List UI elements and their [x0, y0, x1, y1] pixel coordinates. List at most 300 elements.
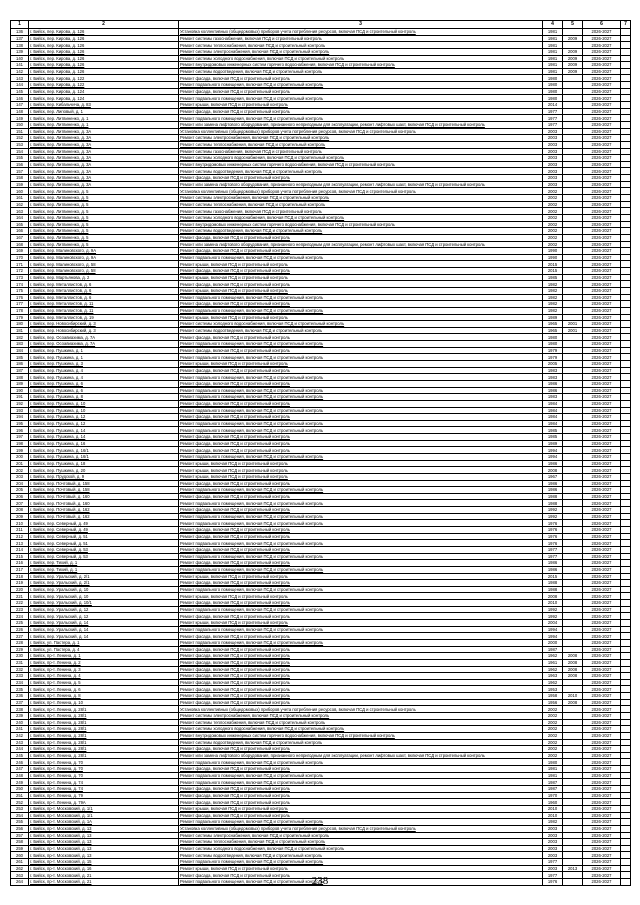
- extra-cell: [621, 188, 631, 195]
- table-row: [11, 719, 631, 726]
- address-cell: [29, 341, 179, 348]
- planned-period-cell: 2026-2027: [583, 440, 621, 447]
- address-cell-text: г. Бийск, пер. Литвиненко, д. 5: [30, 195, 89, 201]
- build-year-cell: 2015: [543, 573, 563, 580]
- work-type-cell-text: Ремонт фасада, включая ПСД и строительный контроль: [180, 440, 290, 446]
- address-cell: [29, 626, 179, 633]
- address-cell: [29, 679, 179, 686]
- work-type-cell-text: Ремонт фасада, включая ПСД и строительный контроль: [180, 633, 290, 639]
- row-number-cell: 255: [11, 819, 29, 826]
- address-cell: [29, 732, 179, 739]
- extra-cell: [621, 507, 631, 514]
- build-year-cell: 1976: [543, 520, 563, 527]
- build-year-cell: 1956: [543, 699, 563, 706]
- last-repair-year-cell: [563, 639, 583, 646]
- row-number-cell: 150: [11, 121, 29, 128]
- work-type-cell: [179, 520, 543, 527]
- table-row: [11, 307, 631, 314]
- extra-cell: [621, 566, 631, 573]
- work-type-cell-text: Ремонт подвального помещения, включая ПСД и строительный контроль: [180, 454, 324, 460]
- build-year-cell: 1981: [543, 48, 563, 55]
- extra-cell: [621, 719, 631, 726]
- work-type-cell: [179, 560, 543, 567]
- work-type-cell: [179, 859, 543, 866]
- table-row: [11, 527, 631, 534]
- extra-cell: [621, 241, 631, 248]
- table-row: [11, 839, 631, 846]
- build-year-cell: 1986: [543, 560, 563, 567]
- planned-period-cell: 2026-2027: [583, 566, 621, 573]
- address-cell-text: г. Бийск, пр-т. Ленина, д. 28/1: [30, 719, 87, 725]
- work-type-cell-text: Ремонт системы водоотведения, включая ПСД и строительный контроль: [180, 852, 323, 858]
- table-row: [11, 447, 631, 454]
- extra-cell: [621, 686, 631, 693]
- work-type-cell: [179, 55, 543, 62]
- build-year-cell: 2000: [543, 639, 563, 646]
- row-number-cell: 147: [11, 102, 29, 109]
- planned-period-cell: 2026-2027: [583, 533, 621, 540]
- row-number-cell: 136: [11, 29, 29, 36]
- work-type-cell-text: Ремонт системы холодного водоснабжения, включая ПСД и строительный контроль: [180, 215, 345, 221]
- last-repair-year-cell: [563, 772, 583, 779]
- planned-period-cell: 2026-2027: [583, 447, 621, 454]
- address-cell-text: г. Бийск, пер. Пушкина, д. 8: [30, 394, 83, 400]
- work-type-cell-text: Ремонт системы теплоснабжения, включая ПСД и строительный контроль: [180, 42, 326, 48]
- table-row: [11, 161, 631, 168]
- row-number-cell: 161: [11, 195, 29, 202]
- work-type-cell-text: Установка коллективных (общедомовых) приборов учета потребления ресурсов, включая ПСД и строительный контроль: [180, 826, 416, 832]
- extra-cell: [621, 434, 631, 441]
- address-cell: [29, 706, 179, 713]
- row-number-cell: 159: [11, 181, 29, 188]
- planned-period-cell: 2026-2027: [583, 546, 621, 553]
- address-cell-text: г. Бийск, пр-т. Ленина, д. 28/1: [30, 733, 87, 739]
- work-type-cell-text: Ремонт подвального помещения, включая ПСД и строительный контроль: [180, 587, 324, 593]
- address-cell-text: г. Бийск, пер. Кирова, д. 126: [30, 42, 85, 48]
- build-year-cell: 2003: [543, 865, 563, 872]
- table-row: [11, 321, 631, 328]
- work-type-cell: [179, 739, 543, 746]
- repair-schedule-table: [10, 20, 631, 886]
- work-type-cell-text: Ремонт фасада, включая ПСД и строительный контроль: [180, 334, 290, 340]
- table-row: [11, 248, 631, 255]
- extra-cell: [621, 208, 631, 215]
- row-number-cell: 184: [11, 347, 29, 354]
- work-type-cell-text: Ремонт крыши, включая ПСД и строительный контроль: [180, 573, 288, 579]
- last-repair-year-cell: [563, 586, 583, 593]
- extra-cell: [621, 659, 631, 666]
- row-number-cell: 191: [11, 394, 29, 401]
- work-type-cell-text: Ремонт фасада, включая ПСД и строительный контроль: [180, 660, 290, 666]
- address-cell: [29, 214, 179, 221]
- row-number-cell: 152: [11, 135, 29, 142]
- planned-period-cell: 2026-2027: [583, 141, 621, 148]
- build-year-cell: 1977: [543, 859, 563, 866]
- work-type-cell: [179, 195, 543, 202]
- table-row: [11, 573, 631, 580]
- work-type-cell: [179, 659, 543, 666]
- work-type-cell-text: Ремонт фасада, включая ПСД и строительный контроль: [180, 812, 290, 818]
- row-number-cell: 160: [11, 188, 29, 195]
- last-repair-year-cell: [563, 447, 583, 454]
- last-repair-year-cell: [563, 407, 583, 414]
- work-type-cell-text: Ремонт системы водоотведения, включая ПСД и строительный контроль: [180, 69, 323, 75]
- last-repair-year-cell: [563, 620, 583, 627]
- row-number-cell: 182: [11, 334, 29, 341]
- extra-cell: [621, 102, 631, 109]
- last-repair-year-cell: [563, 354, 583, 361]
- work-type-cell-text: Ремонт крыши, включая ПСД и строительный контроль: [180, 261, 288, 267]
- work-type-cell-text: Ремонт системы электроснабжения, включая ПСД и строительный контроль: [180, 713, 330, 719]
- address-cell-text: г. Бийск, пер. Почтовый, д. 162: [30, 507, 90, 513]
- work-type-cell: [179, 620, 543, 627]
- extra-cell: [621, 600, 631, 607]
- row-number-cell: 257: [11, 832, 29, 839]
- planned-period-cell: 2026-2027: [583, 354, 621, 361]
- table-row: [11, 752, 631, 759]
- table-row: [11, 659, 631, 666]
- table-row: [11, 593, 631, 600]
- build-year-cell: 1986: [543, 480, 563, 487]
- work-type-cell: [179, 460, 543, 467]
- row-number-cell: 207: [11, 500, 29, 507]
- address-cell: [29, 839, 179, 846]
- table-row: [11, 460, 631, 467]
- last-repair-year-cell: [563, 566, 583, 573]
- row-number-cell: 174: [11, 281, 29, 288]
- work-type-cell: [179, 261, 543, 268]
- extra-cell: [621, 513, 631, 520]
- extra-cell: [621, 334, 631, 341]
- address-cell: [29, 460, 179, 467]
- build-year-cell: 2002: [543, 188, 563, 195]
- work-type-cell-text: Ремонт системы теплоснабжения, включая ПСД и строительный контроль: [180, 142, 326, 148]
- last-repair-year-cell: [563, 434, 583, 441]
- extra-cell: [621, 414, 631, 421]
- work-type-cell: [179, 95, 543, 102]
- build-year-cell: 1981: [543, 62, 563, 69]
- work-type-cell: [179, 161, 543, 168]
- work-type-cell: [179, 633, 543, 640]
- build-year-cell: 1984: [543, 414, 563, 421]
- last-repair-year-cell: [563, 593, 583, 600]
- last-repair-year-cell: [563, 75, 583, 82]
- address-cell-text: г. Бийск, пер. Металлистов, д. 11: [30, 301, 94, 307]
- address-cell: [29, 686, 179, 693]
- address-cell-text: г. Бийск, пер. Пушкина, д. 10: [30, 407, 86, 413]
- table-row: [11, 779, 631, 786]
- address-cell: [29, 121, 179, 128]
- row-number-cell: 151: [11, 128, 29, 135]
- table-row: [11, 786, 631, 793]
- table-row: [11, 68, 631, 75]
- work-type-cell-text: Ремонт или замена лифтового оборудования, признанного непригодным для эксплуатации, ремонт лифтовых шахт, включая ПСД и строительный контроль: [180, 181, 485, 187]
- planned-period-cell: 2026-2027: [583, 759, 621, 766]
- work-type-cell-text: Ремонт системы холодного водоснабжения, включая ПСД и строительный контроль: [180, 321, 345, 327]
- extra-cell: [621, 447, 631, 454]
- table-row: [11, 287, 631, 294]
- work-type-cell: [179, 234, 543, 241]
- last-repair-year-cell: [563, 832, 583, 839]
- row-number-cell: 242: [11, 732, 29, 739]
- planned-period-cell: 2026-2027: [583, 35, 621, 42]
- row-number-cell: 233: [11, 673, 29, 680]
- planned-period-cell: 2026-2027: [583, 879, 621, 886]
- table-row: [11, 208, 631, 215]
- extra-cell: [621, 128, 631, 135]
- extra-cell: [621, 254, 631, 261]
- work-type-cell: [179, 812, 543, 819]
- work-type-cell: [179, 301, 543, 308]
- last-repair-year-cell: [563, 553, 583, 560]
- extra-cell: [621, 460, 631, 467]
- extra-cell: [621, 560, 631, 567]
- table-row: [11, 553, 631, 560]
- planned-period-cell: 2026-2027: [583, 208, 621, 215]
- column-header-7: 7: [621, 21, 631, 29]
- work-type-cell-text: Ремонт фасада, включая ПСД и строительный контроль: [180, 480, 290, 486]
- build-year-cell: 2003: [543, 839, 563, 846]
- extra-cell: [621, 620, 631, 627]
- table-row: [11, 168, 631, 175]
- table-row: [11, 128, 631, 135]
- work-type-cell: [179, 48, 543, 55]
- row-number-cell: 219: [11, 580, 29, 587]
- address-cell-text: г. Бийск, пер. Литвиненко, д. 5: [30, 241, 89, 247]
- planned-period-cell: 2026-2027: [583, 786, 621, 793]
- table-row: [11, 673, 631, 680]
- table-row: [11, 387, 631, 394]
- address-cell-text: г. Бийск, пер. Уральский, д. 12: [30, 606, 89, 612]
- build-year-cell: 1985: [543, 427, 563, 434]
- planned-period-cell: 2026-2027: [583, 659, 621, 666]
- address-cell-text: г. Бийск, пер. Почтовый, д. 162: [30, 513, 90, 519]
- build-year-cell: 2002: [543, 739, 563, 746]
- extra-cell: [621, 181, 631, 188]
- build-year-cell: 1992: [543, 606, 563, 613]
- address-cell: [29, 434, 179, 441]
- address-cell-text: г. Бийск, пр-т. Московский, д. 15: [30, 859, 92, 865]
- table-row: [11, 454, 631, 461]
- extra-cell: [621, 573, 631, 580]
- row-number-cell: 144: [11, 82, 29, 89]
- table-row: [11, 420, 631, 427]
- work-type-cell: [179, 593, 543, 600]
- address-cell: [29, 161, 179, 168]
- table-row: [11, 42, 631, 49]
- build-year-cell: 2003: [543, 135, 563, 142]
- extra-cell: [621, 394, 631, 401]
- work-type-cell: [179, 241, 543, 248]
- last-repair-year-cell: [563, 261, 583, 268]
- work-type-cell: [179, 746, 543, 753]
- row-number-cell: 215: [11, 553, 29, 560]
- row-number-cell: 201: [11, 460, 29, 467]
- table-row: [11, 367, 631, 374]
- work-type-cell: [179, 155, 543, 162]
- planned-period-cell: 2026-2027: [583, 121, 621, 128]
- extra-cell: [621, 321, 631, 328]
- build-year-cell: 1976: [543, 527, 563, 534]
- planned-period-cell: 2026-2027: [583, 507, 621, 514]
- work-type-cell-text: Ремонт фасада, включая ПСД и строительный контроль: [180, 746, 290, 752]
- work-type-cell-text: Ремонт крыши, включая ПСД и строительный контроль: [180, 102, 288, 108]
- planned-period-cell: 2026-2027: [583, 706, 621, 713]
- address-cell: [29, 633, 179, 640]
- planned-period-cell: 2026-2027: [583, 752, 621, 759]
- work-type-cell: [179, 527, 543, 534]
- extra-cell: [621, 82, 631, 89]
- last-repair-year-cell: [563, 414, 583, 421]
- last-repair-year-cell: [563, 540, 583, 547]
- row-number-cell: 165: [11, 221, 29, 228]
- last-repair-year-cell: [563, 400, 583, 407]
- address-cell: [29, 573, 179, 580]
- last-repair-year-cell: [563, 42, 583, 49]
- build-year-cell: 1984: [543, 420, 563, 427]
- work-type-cell: [179, 732, 543, 739]
- address-cell-text: г. Бийск, пр-т. Ленина, д. 79: [30, 792, 83, 798]
- last-repair-year-cell: [563, 301, 583, 308]
- build-year-cell: 1980: [543, 334, 563, 341]
- address-cell: [29, 294, 179, 301]
- build-year-cell: 2002: [543, 241, 563, 248]
- row-number-cell: 251: [11, 792, 29, 799]
- table-row: [11, 507, 631, 514]
- address-cell: [29, 620, 179, 627]
- address-cell: [29, 301, 179, 308]
- extra-cell: [621, 759, 631, 766]
- row-number-cell: 145: [11, 88, 29, 95]
- last-repair-year-cell: [563, 500, 583, 507]
- address-cell-text: г. Бийск, пер. Липовый, д. 1: [30, 108, 83, 114]
- table-row: [11, 600, 631, 607]
- build-year-cell: 2010: [543, 600, 563, 607]
- planned-period-cell: 2026-2027: [583, 268, 621, 275]
- work-type-cell: [179, 865, 543, 872]
- planned-period-cell: 2026-2027: [583, 606, 621, 613]
- address-cell-text: г. Бийск, пер. Тихий, д. 1: [30, 567, 78, 573]
- address-cell-text: г. Бийск, пер. Литвиненко, д. 3А: [30, 168, 92, 174]
- build-year-cell: 1994: [543, 633, 563, 640]
- address-cell-text: г. Бийск, пер. Уральский, д. 12: [30, 613, 89, 619]
- table-row: [11, 341, 631, 348]
- address-cell: [29, 606, 179, 613]
- work-type-cell-text: Ремонт подвального помещения, включая ПСД и строительный контроль: [180, 387, 324, 393]
- address-cell: [29, 248, 179, 255]
- work-type-cell-text: Ремонт фасада, включая ПСД и строительный контроль: [180, 75, 290, 81]
- address-cell-text: г. Бийск, пер. Кирова, д. 126: [30, 69, 85, 75]
- build-year-cell: 1992: [543, 507, 563, 514]
- planned-period-cell: 2026-2027: [583, 699, 621, 706]
- extra-cell: [621, 593, 631, 600]
- work-type-cell: [179, 121, 543, 128]
- address-cell: [29, 407, 179, 414]
- last-repair-year-cell: 2008: [563, 653, 583, 660]
- work-type-cell-text: Ремонт фасада, включая ПСД и строительный контроль: [180, 367, 290, 373]
- row-number-cell: 187: [11, 367, 29, 374]
- table-row: [11, 699, 631, 706]
- work-type-cell-text: Ремонт фасада, включая ПСД и строительный контроль: [180, 653, 290, 659]
- address-cell: [29, 852, 179, 859]
- planned-period-cell: 2026-2027: [583, 48, 621, 55]
- row-number-cell: 139: [11, 48, 29, 55]
- work-type-cell-text: Ремонт подвального помещения, включая ПСД и строительный контроль: [180, 354, 324, 360]
- address-cell: [29, 274, 179, 281]
- table-row: [11, 746, 631, 753]
- table-row: [11, 400, 631, 407]
- address-cell: [29, 387, 179, 394]
- work-type-cell-text: Ремонт подвального помещения, включая ПСД и строительный контроль: [180, 82, 324, 88]
- row-number-cell: 142: [11, 68, 29, 75]
- build-year-cell: 1962: [543, 666, 563, 673]
- build-year-cell: 2003: [543, 825, 563, 832]
- table-row: [11, 626, 631, 633]
- extra-cell: [621, 287, 631, 294]
- work-type-cell: [179, 693, 543, 700]
- address-cell: [29, 825, 179, 832]
- work-type-cell: [179, 653, 543, 660]
- work-type-cell: [179, 274, 543, 281]
- build-year-cell: 2015: [543, 268, 563, 275]
- table-row: [11, 726, 631, 733]
- work-type-cell: [179, 792, 543, 799]
- build-year-cell: 1976: [543, 533, 563, 540]
- table-row: [11, 852, 631, 859]
- row-number-cell: 240: [11, 719, 29, 726]
- work-type-cell-text: Ремонт фасада, включая ПСД и строительный контроль: [180, 533, 290, 539]
- row-number-cell: 168: [11, 241, 29, 248]
- extra-cell: [621, 693, 631, 700]
- address-cell: [29, 148, 179, 155]
- work-type-cell-text: Ремонт подвального помещения, включая ПСД и строительный контроль: [180, 626, 324, 632]
- last-repair-year-cell: [563, 786, 583, 793]
- build-year-cell: 2002: [543, 228, 563, 235]
- build-year-cell: 2008: [543, 593, 563, 600]
- extra-cell: [621, 454, 631, 461]
- last-repair-year-cell: [563, 606, 583, 613]
- work-type-cell-text: Ремонт фасада, включая ПСД и строительный контроль: [180, 799, 290, 805]
- address-cell-text: г. Бийск, пр-т. Ленина, д. 8: [30, 693, 81, 699]
- address-cell-text: г. Бийск, пер. Уральский, д. 2/1: [30, 573, 90, 579]
- table-row: [11, 480, 631, 487]
- address-cell: [29, 653, 179, 660]
- work-type-cell: [179, 546, 543, 553]
- address-cell-text: г. Бийск, пер. Пушкина, д. 16/1: [30, 454, 89, 460]
- row-number-cell: 155: [11, 155, 29, 162]
- build-year-cell: 1981: [543, 766, 563, 773]
- work-type-cell-text: Ремонт внутридомовых инженерных систем горячего водоснабжения, включая ПСД и строительный контроль: [180, 62, 395, 68]
- work-type-cell: [179, 600, 543, 607]
- row-number-cell: 140: [11, 55, 29, 62]
- last-repair-year-cell: [563, 82, 583, 89]
- address-cell: [29, 400, 179, 407]
- row-number-cell: 177: [11, 301, 29, 308]
- last-repair-year-cell: [563, 208, 583, 215]
- extra-cell: [621, 168, 631, 175]
- extra-cell: [621, 786, 631, 793]
- planned-period-cell: 2026-2027: [583, 726, 621, 733]
- work-type-cell-text: Ремонт крыши, включая ПСД и строительный контроль: [180, 314, 288, 320]
- table-row: [11, 281, 631, 288]
- table-row: [11, 812, 631, 819]
- address-cell-text: г. Бийск, пр-т. Ленина, д. 4: [30, 673, 81, 679]
- address-cell: [29, 188, 179, 195]
- address-cell-text: г. Бийск, пер. Металлистов, д. 6: [30, 294, 92, 300]
- last-repair-year-cell: [563, 580, 583, 587]
- work-type-cell-text: Ремонт фасада, включая ПСД и строительный контроль: [180, 872, 290, 878]
- last-repair-year-cell: 2009: [563, 55, 583, 62]
